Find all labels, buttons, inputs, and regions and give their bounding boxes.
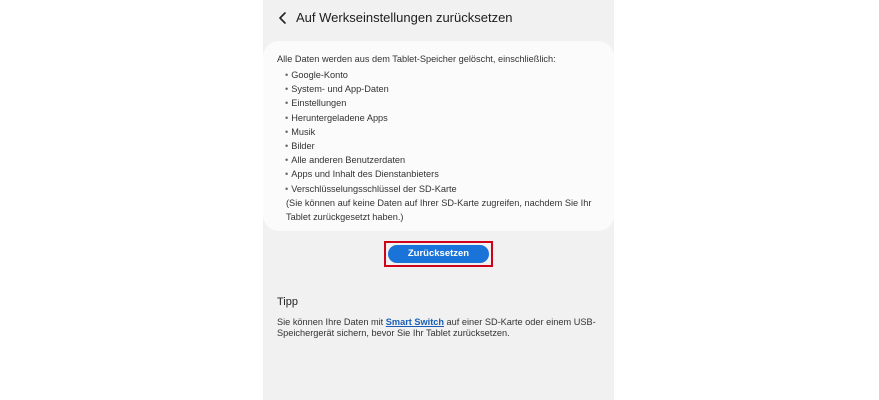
settings-panel bbox=[263, 0, 614, 400]
tipp-heading: Tipp bbox=[277, 296, 298, 308]
list-item: • Bilder bbox=[285, 140, 315, 151]
list-item: • Google-Konto bbox=[285, 70, 348, 80]
reset-button[interactable]: Zurücksetzen bbox=[388, 245, 489, 263]
list-item: • System- und App-Daten bbox=[285, 84, 389, 95]
list-item: • Apps und Inhalt des Dienstanbieters bbox=[285, 169, 439, 180]
page-title: Auf Werkseinstellungen zurücksetzen bbox=[296, 10, 513, 25]
sd-card-note: (Sie können auf keine Daten auf Ihrer SD-Karte zugreifen, nachdem Sie Ihr Tablet zurückgesetzt haben.) bbox=[286, 198, 592, 222]
list-item: • Musik bbox=[285, 126, 316, 137]
reset-button-highlight bbox=[384, 241, 493, 267]
chevron-left-icon[interactable] bbox=[276, 10, 290, 26]
list-item: • Heruntergeladene Apps bbox=[285, 112, 388, 123]
deleted-data-list bbox=[285, 68, 457, 196]
list-item: • Alle anderen Benutzerdaten bbox=[285, 155, 406, 166]
info-card bbox=[263, 41, 614, 231]
list-item: • Einstellungen bbox=[285, 98, 347, 109]
list-item: • Verschlüsselungsschlüssel der SD-Karte bbox=[285, 183, 457, 194]
header bbox=[263, 0, 614, 36]
intro-text: Alle Daten werden aus dem Tablet-Speicher gelöscht, einschließlich: bbox=[277, 54, 556, 64]
tipp-text: Sie können Ihre Daten mit Smart Switch auf einer SD-Karte oder einem USB-Speichergerät sichern, bevor Sie Ihr Tablet zurücksetzen. bbox=[277, 317, 596, 338]
smart-switch-link[interactable]: Smart Switch bbox=[385, 317, 444, 327]
